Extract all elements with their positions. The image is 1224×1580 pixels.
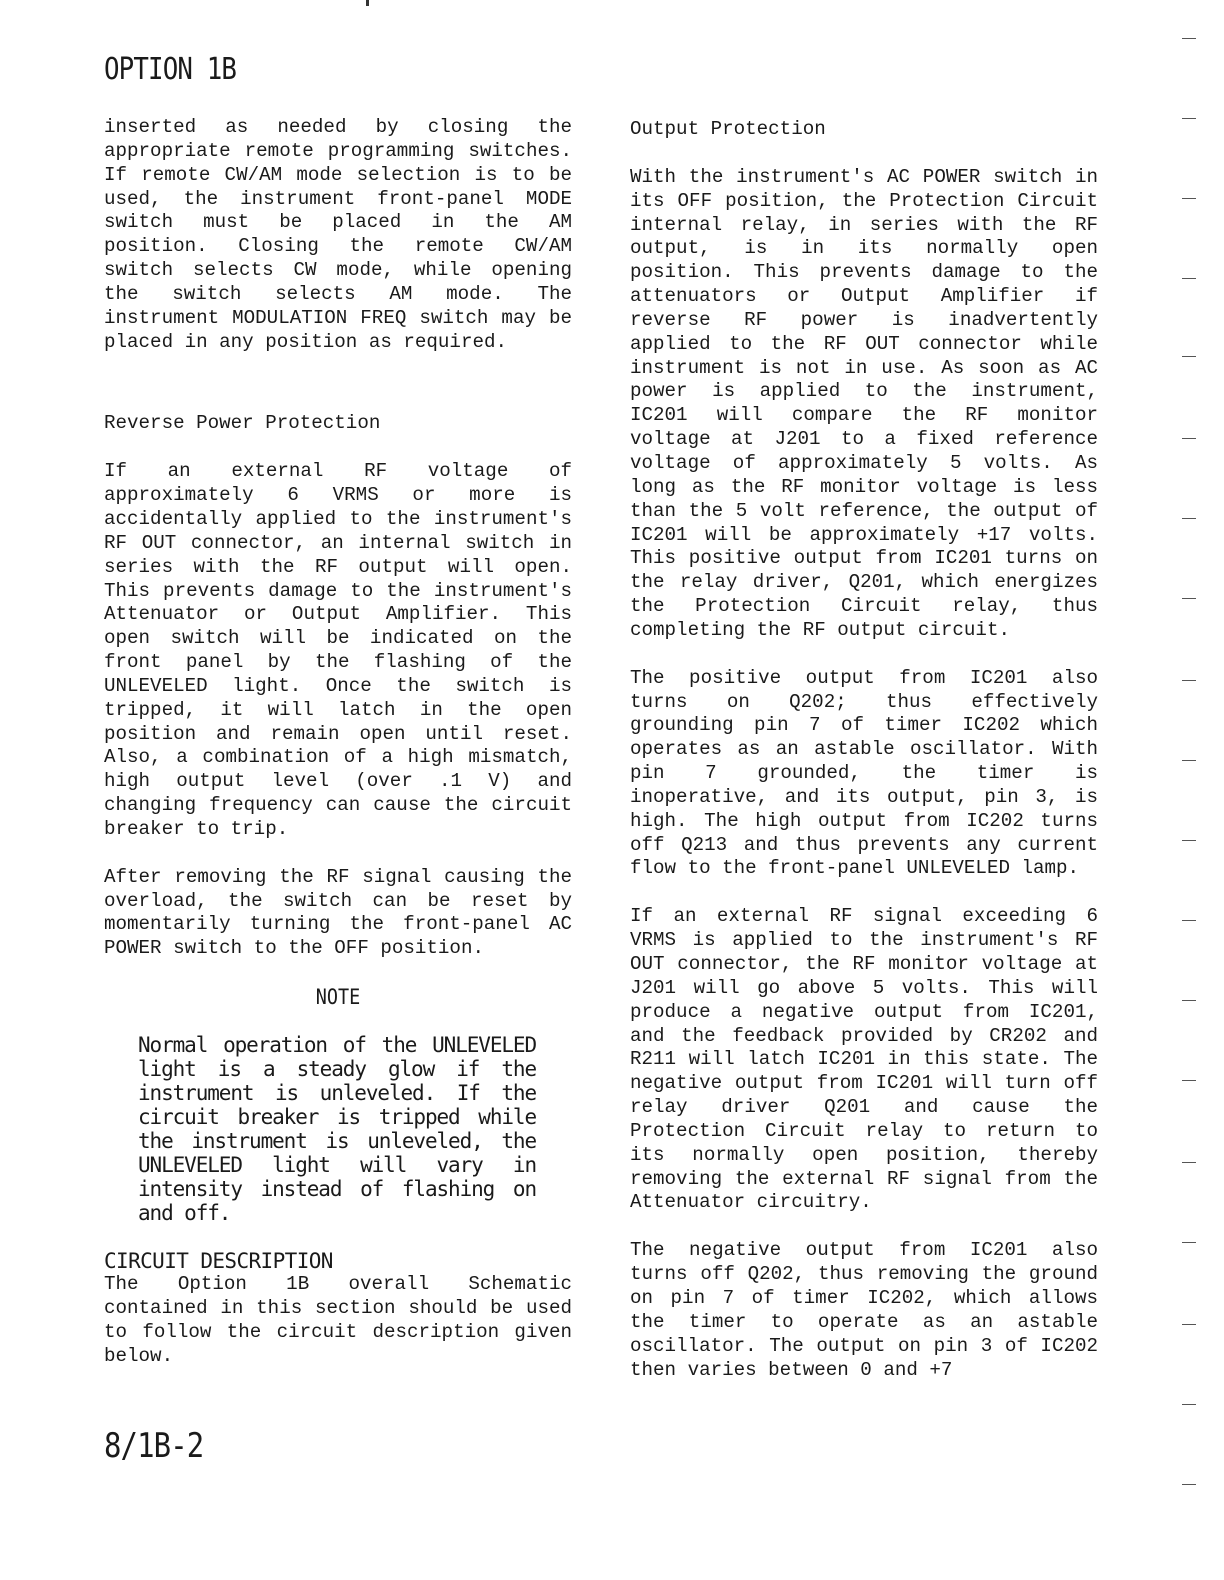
margin-tick: [1182, 680, 1196, 681]
note-label: NOTE: [315, 985, 361, 1010]
margin-tick: [1182, 760, 1196, 761]
margin-tick: [1182, 1484, 1196, 1485]
scan-mark: [366, 0, 369, 6]
margin-tick: [1182, 1404, 1196, 1405]
right-column: [630, 118, 1098, 1382]
margin-tick: [1182, 356, 1196, 357]
margin-tick: [1182, 920, 1196, 921]
output-protection-paragraph-1: With the instrument's AC POWER switch in its OFF position, the Protection Circuit internal relay, in series with the RF output, is in its normally open position. This prevents damage to the attenuators or Output Amplifier if reverse RF power is inadvertently applied to the RF OUT connector while instrument is not in use. As soon as AC power is applied to the instrument, IC201 will compare the RF monitor voltage at J201 to a fixed reference voltage of approximately 5 volts. As long as the RF monitor voltage is less than the 5 volt reference, the output of IC201 will be approximately +17 volts. This positive output from IC201 turns on the relay driver, Q201, which energizes the Protection Circuit relay, thus completing the RF output circuit.: [630, 165, 1098, 641]
circuit-description-paragraph: The Option 1B overall Schematic contained in this section should be used to follow the circuit description given below.: [104, 1273, 572, 1367]
page-number: 8/1B-2: [104, 1426, 204, 1466]
margin-tick: [1182, 518, 1196, 519]
output-protection-paragraph-4: The negative output from IC201 also turns off Q202, thus removing the ground on pin 7 of timer IC202, which allows the timer to operate as an astable oscillator. The output on pin 3 of IC202 then varies between 0 and +7: [630, 1239, 1098, 1381]
margin-tick: [1182, 1162, 1196, 1163]
margin-tick: [1182, 1242, 1196, 1243]
page-title: OPTION 1B: [104, 52, 237, 87]
intro-paragraph: inserted as needed by closing the appropriate remote programming switches. If remote CW/AM mode selection is to be used, the instrument front-panel MODE switch must be placed in the AM position. Closing the remote CW/AM switch selects CW mode, while opening the switch selects AM mode. The instrument MODULATION FREQ switch may be placed in any position as required.: [104, 116, 572, 353]
output-protection-paragraph-3: If an external RF signal exceeding 6 VRMS is applied to the instrument's RF OUT connector, the RF monitor voltage at J201 will go above 5 volts. This will produce a negative output from IC201, and the feedback provided by CR202 and R211 will latch IC201 in this state. The negative output from IC201 will turn off relay driver Q201 and cause the Protection Circuit relay to return to its normally open position, thereby removing the external RF signal from the Attenuator circuitry.: [630, 905, 1098, 1214]
margin-tick: [1182, 840, 1196, 841]
reverse-power-paragraph-2: After removing the RF signal causing the overload, the switch can be reset by momentarily turning the front-panel AC POWER switch to the OFF position.: [104, 865, 572, 960]
output-protection-heading: Output Protection: [630, 118, 826, 140]
margin-tick: [1182, 1080, 1196, 1081]
output-protection-paragraph-2: The positive output from IC201 also turns on Q202; thus effectively grounding pin 7 of timer IC202 which operates as an astable oscillator. With pin 7 grounded, the timer is inoperative, and its output, pin 3, is high. The high output from IC202 turns off Q213 and thus prevents any current flow to the front-panel UNLEVELED lamp.: [630, 666, 1098, 880]
note-text: Normal operation of the UNLEVELED light is a steady glow if the instrument is unleveled. If the circuit breaker is tripped while the instrument is unleveled, the UNLEVELED light will vary in intensity instead of flashing on and off.: [138, 1033, 536, 1226]
margin-tick: [1182, 38, 1196, 39]
margin-tick: [1182, 198, 1196, 199]
margin-tick: [1182, 1324, 1196, 1325]
reverse-power-heading: Reverse Power Protection: [104, 412, 381, 435]
left-column: [104, 116, 572, 1369]
reverse-power-paragraph-1: If an external RF voltage of approximately 6 VRMS or more is accidentally applied to the instrument's RF OUT connector, an internal switch in series with the RF output will open. This prevents damage to the instrument's Attenuator or Output Amplifier. This open switch will be indicated on the front panel by the flashing of the UNLEVELED light. Once the switch is tripped, it will latch in the open position and remain open until reset. Also, a combination of a high mismatch, high output level (over .1 V) and changing frequency can cause the circuit breaker to trip.: [104, 460, 572, 840]
margin-tick: [1182, 118, 1196, 119]
margin-tick: [1182, 438, 1196, 439]
margin-tick: [1182, 1000, 1196, 1001]
margin-tick: [1182, 278, 1196, 279]
margin-tick: [1182, 598, 1196, 599]
circuit-description-heading: CIRCUIT DESCRIPTION: [104, 1249, 333, 1274]
